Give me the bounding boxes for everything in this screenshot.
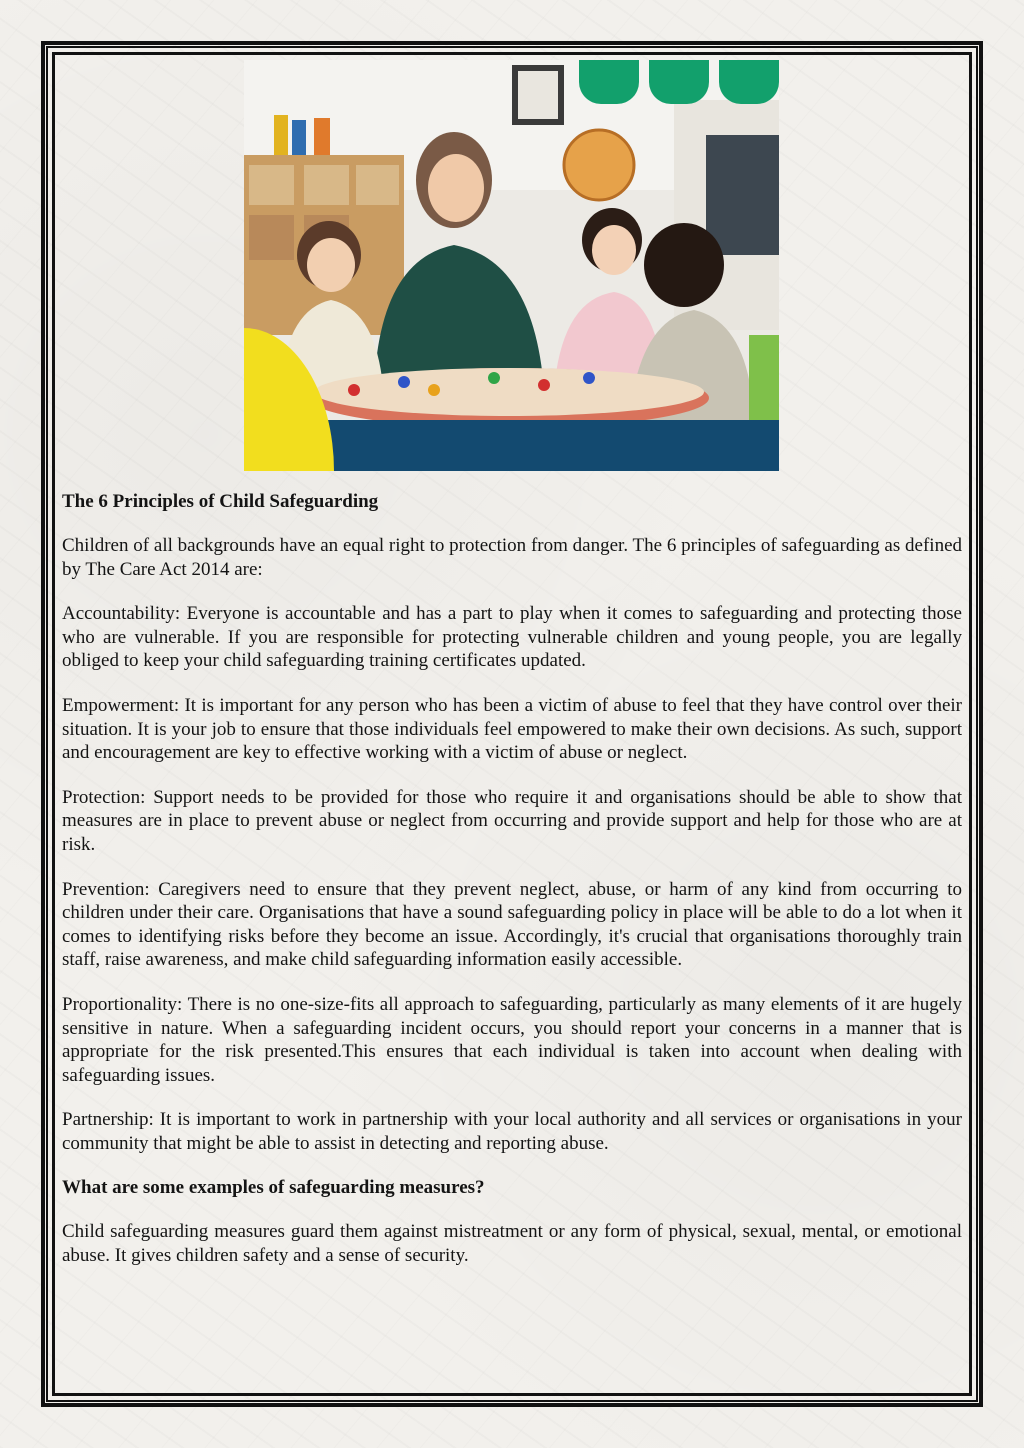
- intro-paragraph: Children of all backgrounds have an equal right to protection from danger. The 6 principles of safeguarding as defined by The Care Act 2014 are:: [62, 535, 962, 580]
- article-heading: The 6 Principles of Child Safeguarding: [62, 491, 379, 512]
- principle-protection: Protection: Support needs to be provided for those who require it and organisations should be able to show that measures are in place to prevent abuse or neglect from occurring and provide support and help for those who are at risk.: [62, 786, 962, 855]
- principle-proportionality: Proportionality: There is no one-size-fits all approach to safeguarding, particularly as many elements of it are hugely sensitive in nature. When a safeguarding incident occurs, you should report your concerns in a manner that is appropriate for the risk presented.This ensures that each individual is taken into account when dealing with safeguarding issues.: [62, 993, 962, 1086]
- principle-prevention: Prevention: Caregivers need to ensure that they prevent neglect, abuse, or harm of any kind from occurring to children under their care. Organisations that have a sound safeguarding policy in place will be able to do a lot when it comes to identifying risks before they become an issue. Accordingly, it's crucial that organisations thoroughly train staff, raise awareness, and make child safeguarding information easily accessible.: [62, 878, 962, 971]
- article-body: [62, 490, 962, 1289]
- principle-empowerment: Empowerment: It is important for any person who has been a victim of abuse to feel that they have control over their situation. It is your job to ensure that those individuals feel empowered to make their own decisions. As such, support and encouragement are key to effective working with a victim of abuse or neglect.: [62, 694, 962, 764]
- principle-partnership: Partnership: It is important to work in partnership with your local authority and all services or organisations in your community that might be able to assist in detecting and reporting abuse.: [62, 1109, 962, 1154]
- principle-accountability: Accountability: Everyone is accountable and has a part to play when it comes to safeguarding and protecting those who are vulnerable. If you are responsible for protecting vulnerable children and young people, you are legally obliged to keep your child safeguarding training certificates updated.: [62, 603, 962, 672]
- examples-subheading: What are some examples of safeguarding measures?: [62, 1177, 485, 1199]
- hero-image-classroom: [244, 60, 779, 471]
- closing-paragraph: Child safeguarding measures guard them against mistreatment or any form of physical, sexual, mental, or emotional abuse. It gives children safety and a sense of security.: [62, 1221, 962, 1267]
